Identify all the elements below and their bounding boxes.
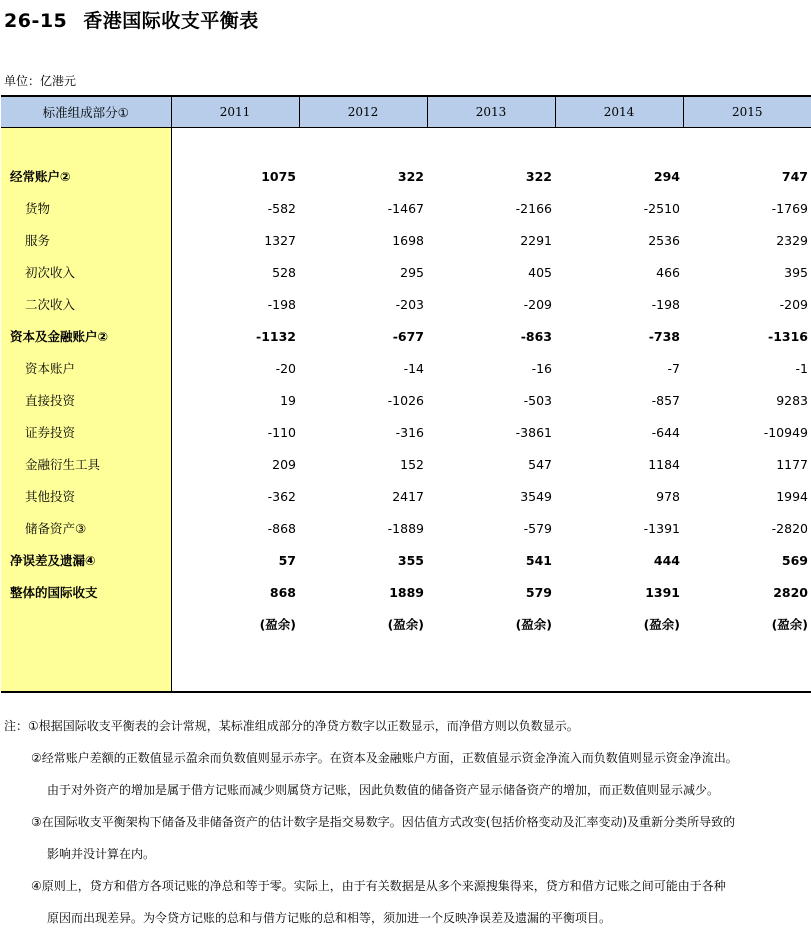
cell-value: 2536: [648, 232, 680, 248]
cell-value: 2417: [392, 488, 424, 504]
cell-value: 569: [781, 552, 808, 568]
cell-value: 978: [656, 488, 680, 504]
cell-value: 294: [653, 168, 680, 184]
cell-value: 1075: [261, 168, 296, 184]
cell-value: -738: [648, 328, 680, 344]
cell-value: -209: [779, 296, 808, 312]
cell-value: -644: [651, 424, 680, 440]
row-label: 资本及金融账户②: [1, 320, 171, 352]
table-row: [1, 576, 811, 608]
cell-value: 1889: [389, 584, 424, 600]
cell-value: 1994: [776, 488, 808, 504]
cell-value: 9283: [776, 392, 808, 408]
header-label: 标准组成部分①: [1, 96, 171, 128]
header-year: 2012: [299, 96, 427, 128]
cell-value: -2166: [515, 200, 552, 216]
header-row: [1, 96, 811, 128]
footnote-line: ②经常账户差额的正数值显示盈余而负数值则显示赤字。在资本及金融账户方面，正数值显示资金净流入而负数值则显示资金净流出。: [31, 751, 738, 765]
cell-value: 405: [528, 264, 552, 280]
spacer-row: [1, 128, 811, 161]
table-row: [1, 192, 811, 224]
cell-value: 444: [653, 552, 680, 568]
cell-value: 2291: [520, 232, 552, 248]
cell-value: 322: [525, 168, 552, 184]
surplus-note: (盈余): [259, 617, 296, 632]
cell-value: 322: [397, 168, 424, 184]
page-title: [4, 6, 259, 33]
cell-value: 579: [525, 584, 552, 600]
cell-value: -1: [795, 360, 808, 376]
surplus-note: (盈余): [515, 617, 552, 632]
surplus-note: (盈余): [771, 617, 808, 632]
cell-value: 355: [397, 552, 424, 568]
cell-value: -1769: [771, 200, 808, 216]
cell-value: -1467: [387, 200, 424, 216]
row-label: 服务: [1, 224, 171, 256]
cell-value: 2820: [773, 584, 808, 600]
footnote-line: 原因而出现差异。为令贷方记账的总和与借方记账的总和相等，须加进一个反映净误差及遗漏的平衡项目。: [47, 911, 612, 925]
header-year: 2015: [683, 96, 811, 128]
cell-value: 1184: [648, 456, 680, 472]
cell-value: 1177: [776, 456, 808, 472]
cell-value: -198: [651, 296, 680, 312]
footnotes: [4, 710, 738, 934]
cell-value: 395: [784, 264, 808, 280]
cell-value: -209: [523, 296, 552, 312]
row-label: 金融衍生工具: [1, 448, 171, 480]
cell-value: -868: [267, 520, 296, 536]
row-label: 经常账户②: [1, 160, 171, 192]
table-row: [1, 512, 811, 544]
cell-value: -2510: [643, 200, 680, 216]
footnote-line: 影响并没计算在内。: [47, 847, 156, 861]
cell-value: 1391: [645, 584, 680, 600]
table-title: 香港国际收支平衡表: [83, 10, 259, 32]
cell-value: -10949: [763, 424, 808, 440]
row-label: 直接投资: [1, 384, 171, 416]
row-label: 储备资产③: [1, 512, 171, 544]
cell-value: 1327: [264, 232, 296, 248]
row-label: 货物: [1, 192, 171, 224]
cell-value: 541: [525, 552, 552, 568]
footnote-line: 由于对外资产的增加是属于借方记账而减少则属贷方记账，因此负数值的储备资产显示储备资产的增加，而正数值则显示减少。: [47, 783, 720, 797]
cell-value: -1132: [256, 328, 296, 344]
cell-value: 466: [656, 264, 680, 280]
cell-value: -857: [651, 392, 680, 408]
cell-value: -863: [520, 328, 552, 344]
table-number: 26-15: [4, 10, 68, 32]
cell-value: -198: [267, 296, 296, 312]
cell-value: 209: [272, 456, 296, 472]
table-row: [1, 160, 811, 192]
cell-value: -14: [403, 360, 424, 376]
cell-value: 57: [278, 552, 296, 568]
table-row: [1, 384, 811, 416]
footnote-line: ③在国际收支平衡架构下储备及非储备资产的估计数字是指交易数字。因估值方式改变(包括价格变动及汇率变动)及重新分类所导致的: [31, 815, 736, 829]
cell-value: -1889: [387, 520, 424, 536]
cell-value: -316: [395, 424, 424, 440]
row-label: 其他投资: [1, 480, 171, 512]
cell-value: 2329: [776, 232, 808, 248]
cell-value: -579: [523, 520, 552, 536]
table-row: [1, 288, 811, 320]
cell-value: 868: [269, 584, 296, 600]
cell-value: 747: [781, 168, 808, 184]
cell-value: -2820: [771, 520, 808, 536]
cell-value: -582: [267, 200, 296, 216]
cell-value: -503: [523, 392, 552, 408]
cell-value: 1698: [392, 232, 424, 248]
cell-value: 528: [272, 264, 296, 280]
footnote-line: ④原则上，贷方和借方各项记账的净总和等于零。实际上，由于有关数据是从多个来源搜集得来，贷方和借方记账之间可能由于各种: [31, 879, 726, 893]
surplus-row: [1, 608, 811, 640]
cell-value: -677: [392, 328, 424, 344]
cell-value: 3549: [520, 488, 552, 504]
table-row: [1, 448, 811, 480]
cell-value: 295: [400, 264, 424, 280]
table-row: [1, 352, 811, 384]
cell-value: -362: [267, 488, 296, 504]
row-label: 整体的国际收支: [1, 576, 171, 608]
header-year: 2014: [555, 96, 683, 128]
footnote-line: 注：①根据国际收支平衡表的会计常规，某标准组成部分的净贷方数字以正数显示，而净借方则以负数显示。: [4, 719, 579, 733]
row-label: 证券投资: [1, 416, 171, 448]
row-label: 二次收入: [1, 288, 171, 320]
table-row: [1, 416, 811, 448]
unit-label: 单位：亿港元: [4, 74, 77, 88]
table-row: [1, 480, 811, 512]
cell-value: 547: [528, 456, 552, 472]
table-row: [1, 256, 811, 288]
table-row: [1, 320, 811, 352]
table-row: [1, 544, 811, 576]
balance-of-payments-table: [1, 95, 811, 693]
spacer-row: [1, 640, 811, 692]
cell-value: -110: [267, 424, 296, 440]
row-label: 净误差及遗漏④: [1, 544, 171, 576]
cell-value: -20: [275, 360, 296, 376]
cell-value: -3861: [515, 424, 552, 440]
cell-value: -203: [395, 296, 424, 312]
cell-value: -16: [531, 360, 552, 376]
cell-value: -1316: [768, 328, 808, 344]
surplus-note: (盈余): [643, 617, 680, 632]
header-year: 2011: [171, 96, 299, 128]
row-label: 初次收入: [1, 256, 171, 288]
header-year: 2013: [427, 96, 555, 128]
cell-value: 19: [280, 392, 296, 408]
cell-value: -1026: [387, 392, 424, 408]
cell-value: 152: [400, 456, 424, 472]
cell-value: -1391: [643, 520, 680, 536]
surplus-note: (盈余): [387, 617, 424, 632]
cell-value: -7: [667, 360, 680, 376]
row-label: 资本账户: [1, 352, 171, 384]
table-row: [1, 224, 811, 256]
